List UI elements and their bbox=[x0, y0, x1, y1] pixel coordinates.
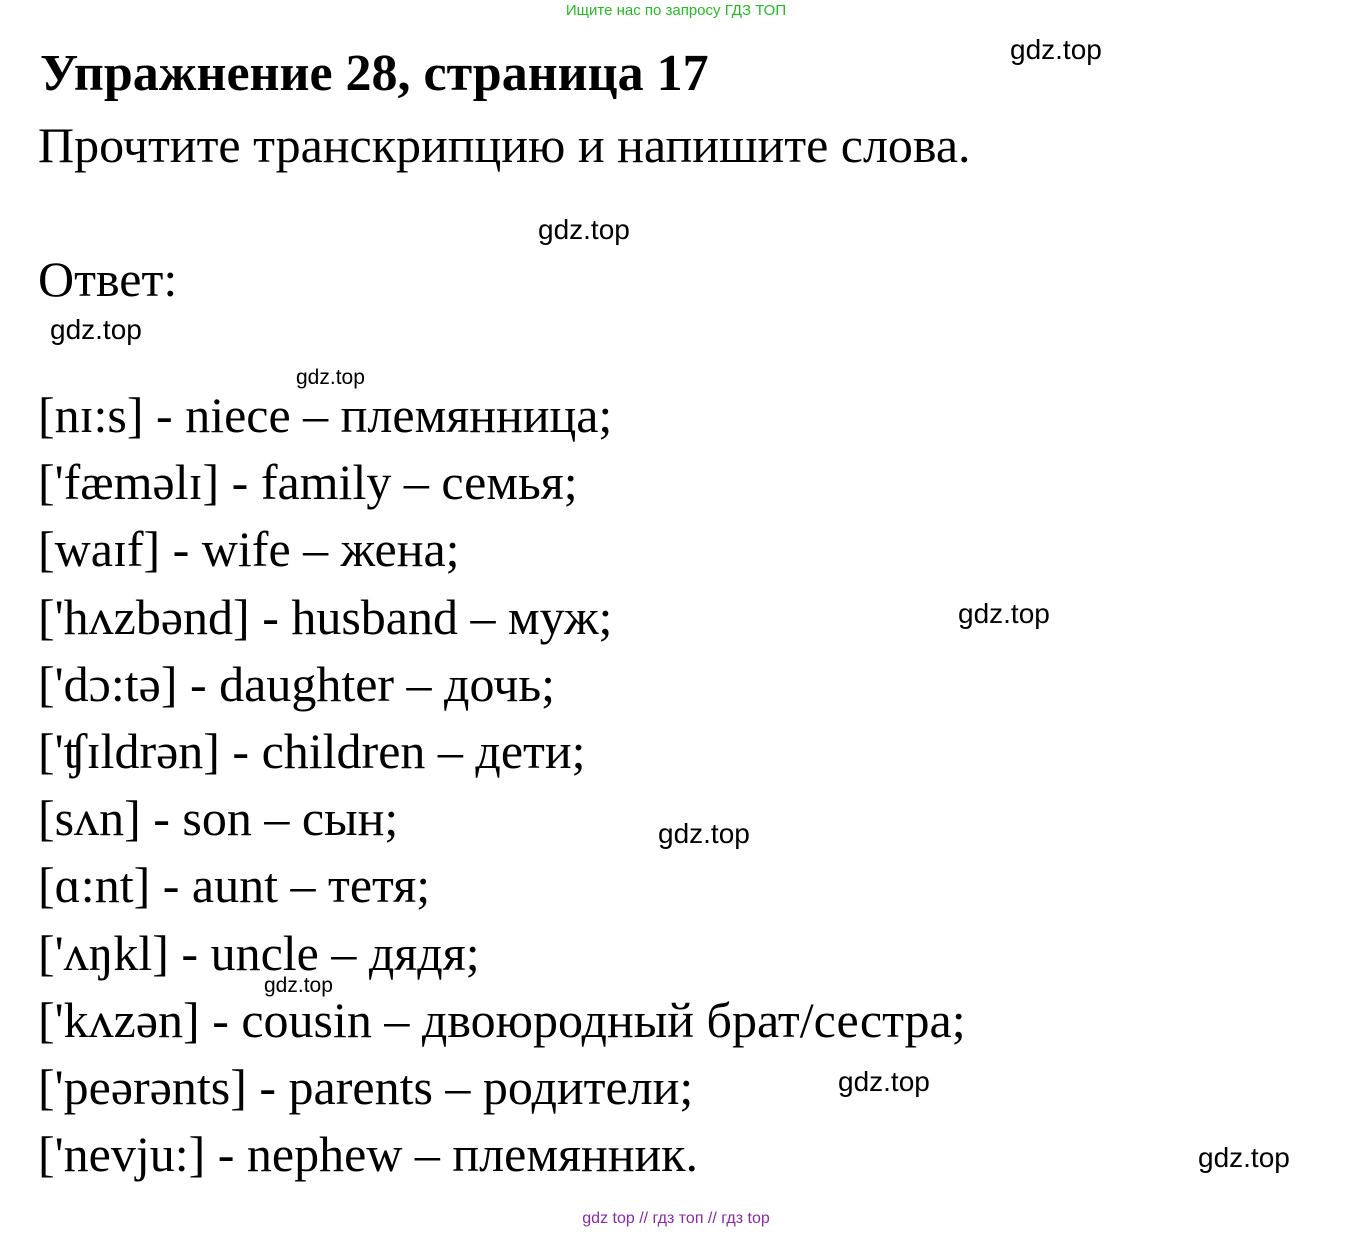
watermark: gdz.top bbox=[1198, 1142, 1290, 1173]
answer-line: ['peərənts] - parents – родители; bbox=[38, 1058, 694, 1115]
answer-line: [nɪ:s] - niece – племянница; bbox=[38, 387, 613, 443]
page-title: Упражнение 28, страница 17 bbox=[40, 45, 709, 102]
answer-line: ['hʌzbənd] - husband – муж; bbox=[38, 588, 613, 645]
search-banner: Ищите нас по запросу ГДЗ ТОП bbox=[565, 2, 787, 19]
answer-line: [sʌn] - son – сын; bbox=[38, 790, 399, 847]
answer-list bbox=[38, 382, 966, 1188]
answer-line: ['fæməlɪ] - family – семья; bbox=[38, 454, 578, 511]
watermark: gdz.top bbox=[538, 214, 630, 245]
answer-line: ['ʧɪldrən] - children – дети; bbox=[38, 722, 586, 779]
answer-line: [ɑ:nt] - aunt – тетя; bbox=[38, 857, 431, 914]
footer-watermark: gdz top // гдз топ // гдз top bbox=[582, 1210, 770, 1227]
task-instruction: Прочтите транскрипцию и напишите слова. bbox=[38, 117, 971, 173]
watermark: gdz.top bbox=[958, 598, 1050, 629]
answer-line: ['nevju:] - nephew – племянник. bbox=[38, 1126, 699, 1183]
answer-line: ['ʌŋkl] - uncle – дядя; bbox=[38, 924, 480, 981]
answer-line: ['dɔ:tə] - daughter – дочь; bbox=[38, 655, 556, 712]
watermark: gdz.top bbox=[838, 1066, 930, 1097]
answer-label: Ответ: bbox=[38, 251, 178, 307]
watermark: gdz.top bbox=[1010, 34, 1102, 65]
answer-line: ['kʌzən] - cousin – двоюродный брат/сестра; bbox=[38, 991, 966, 1048]
answer-line: [waɪf] - wife – жена; bbox=[38, 521, 460, 578]
watermark: gdz.top bbox=[50, 314, 142, 345]
watermark: gdz.top bbox=[296, 366, 365, 389]
watermark: gdz.top bbox=[264, 974, 333, 997]
watermark: gdz.top bbox=[658, 818, 750, 849]
